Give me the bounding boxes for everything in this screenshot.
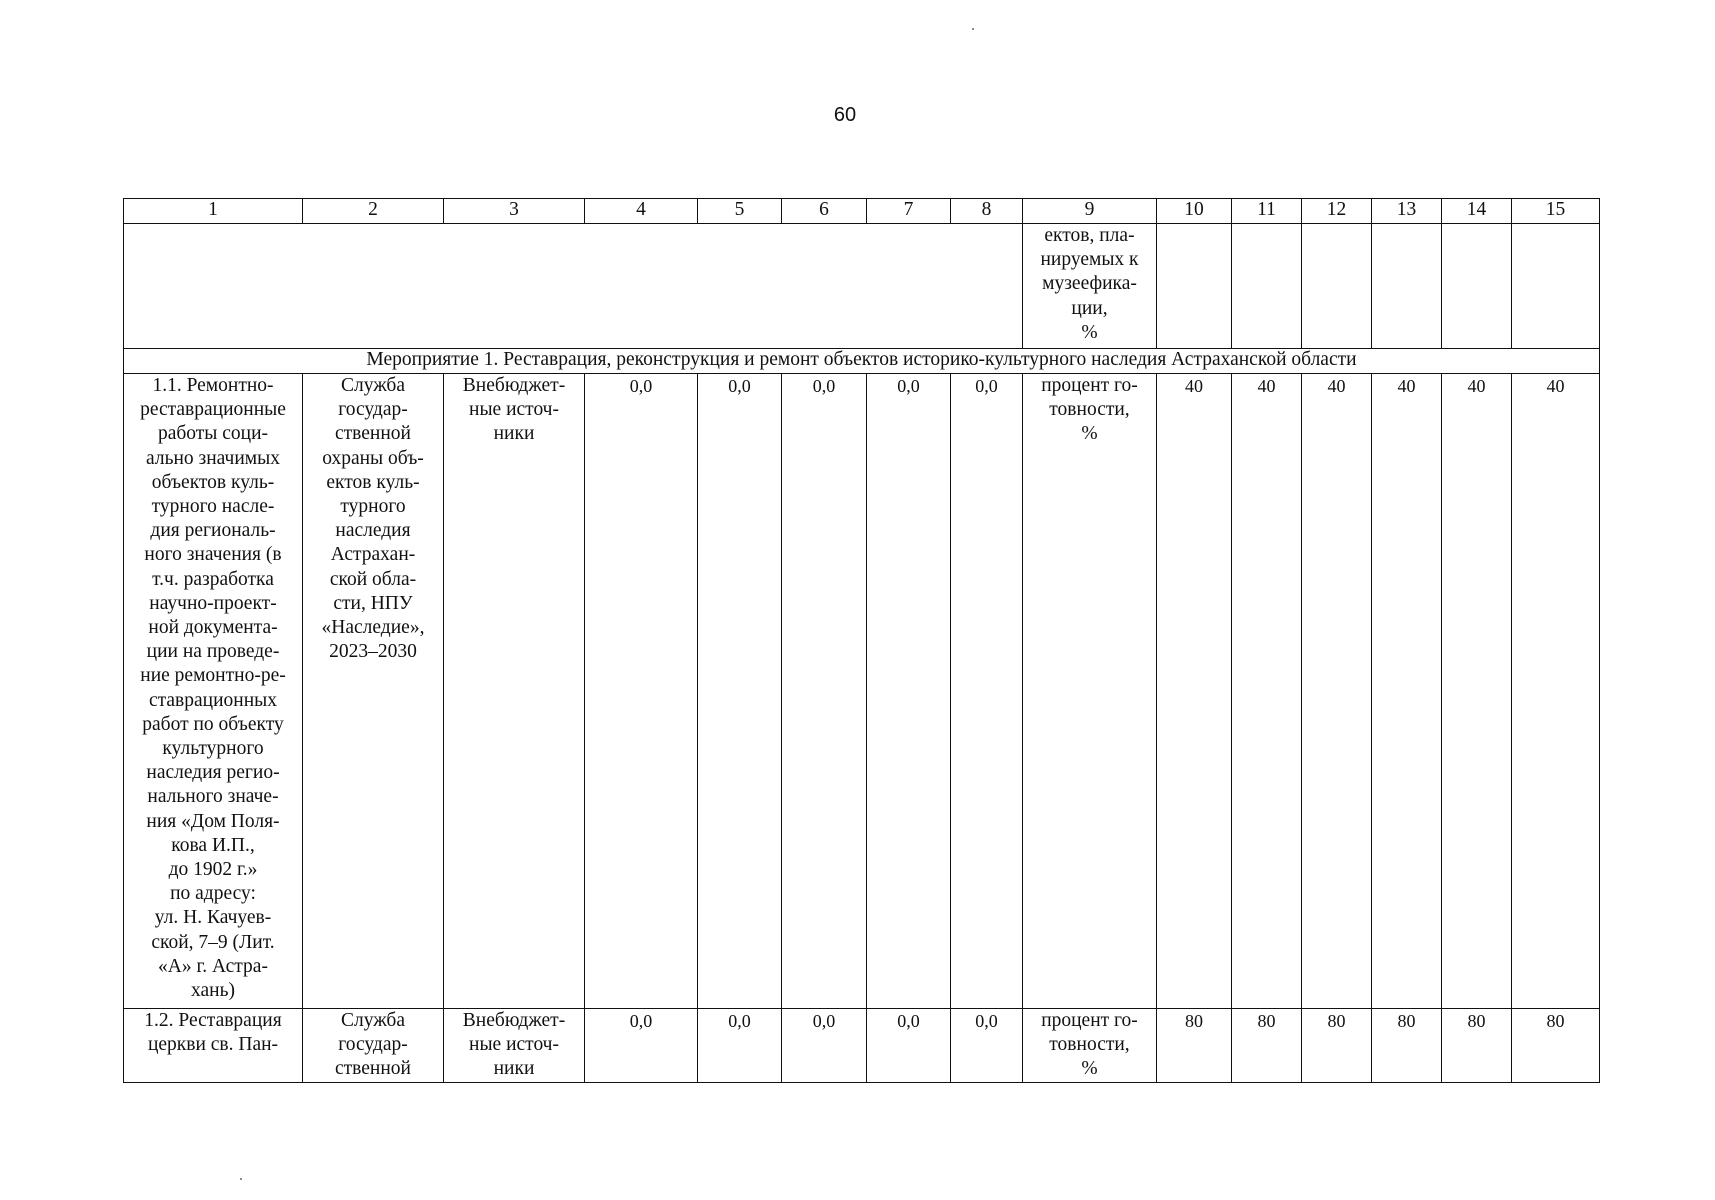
indicator-value-cell: 40 [1157,374,1232,1009]
amount-cell: 0,0 [698,1009,782,1083]
indicator-cell [1023,1009,1157,1083]
indicator-value-cell: 80 [1372,1009,1442,1083]
empty-cell [1302,224,1372,349]
funding-source: Внебюджет- ные источ- ники [462,1010,566,1080]
executor: Служба государ- ственной [335,1010,411,1080]
column-number: 11 [1232,199,1302,224]
table-row [124,1009,1600,1083]
amount-cell: 0,0 [782,374,867,1009]
funding-source-cell [444,1009,585,1083]
indicator-cell [1023,374,1157,1009]
column-number: 12 [1302,199,1372,224]
indicator-value-cell: 40 [1372,374,1442,1009]
indicator-value-cell: 40 [1442,374,1512,1009]
empty-cell [1157,224,1232,349]
amount-cell: 0,0 [585,374,698,1009]
amount-cell: 0,0 [951,1009,1023,1083]
indicator-value-cell: 80 [1232,1009,1302,1083]
indicator-value-cell: 80 [1512,1009,1600,1083]
scan-speck [240,1178,242,1180]
column-number-row [124,199,1600,224]
empty-cell [1372,224,1442,349]
continuation-indicator-cell [1023,224,1157,349]
indicator-text: ектов, пла- нируемых к музеефика- ции, % [1040,225,1139,343]
column-number: 10 [1157,199,1232,224]
indicator-value-cell: 80 [1157,1009,1232,1083]
executor-cell [303,1009,444,1083]
indicator-name: процент го- товности, % [1041,375,1138,445]
column-number: 13 [1372,199,1442,224]
executor: Служба государ- ственной охраны объ- ектов куль- турного наследия Астрахан- ской обла- сти, НПУ «Наследие», 2023–2030 [321,375,425,663]
empty-cell [1512,224,1600,349]
column-number: 14 [1442,199,1512,224]
measure-name-cell [124,374,303,1009]
amount-cell: 0,0 [782,1009,867,1083]
funding-source-cell [444,374,585,1009]
amount-cell: 0,0 [867,374,951,1009]
empty-cell [1442,224,1512,349]
indicator-value-cell: 80 [1302,1009,1372,1083]
table-row [124,374,1600,1009]
scan-speck [972,28,974,30]
amount-cell: 0,0 [585,1009,698,1083]
indicator-value-cell: 40 [1232,374,1302,1009]
amount-cell: 0,0 [698,374,782,1009]
amount-cell: 0,0 [951,374,1023,1009]
section-title: Мероприятие 1. Реставрация, реконструкция и ремонт объектов историко-культурного наследия Астраханской области [124,349,1600,374]
measure-name: 1.2. Реставрация церкви св. Пан- [144,1010,282,1056]
executor-cell [303,374,444,1009]
indicator-value-cell: 80 [1442,1009,1512,1083]
measure-name-cell [124,1009,303,1083]
column-number: 9 [1023,199,1157,224]
page-number: 60 [833,104,857,126]
program-measures-table [123,198,1600,1083]
indicator-value-cell: 40 [1302,374,1372,1009]
column-number: 8 [951,199,1023,224]
funding-source: Внебюджет- ные источ- ники [462,375,566,445]
column-number: 1 [124,199,303,224]
continuation-empty-cell [124,224,1023,349]
continuation-row [124,224,1600,349]
column-number: 3 [444,199,585,224]
section-header-row [124,349,1600,374]
column-number: 4 [585,199,698,224]
amount-cell: 0,0 [867,1009,951,1083]
indicator-name: процент го- товности, % [1041,1010,1138,1080]
measure-name: 1.1. Ремонтно- реставрационные работы соци- ально значимых объектов куль- турного насле- дия региональ- ного значения (в т.ч. разработка научно-проект- ной документа- ции на проведе- ние ремонтно-ре- ставрационных работ по объекту культурного наследия регио- нального значе- ния «Дом Поля- кова И.П., до 1902 г.» по адресу: ул. Н. Качуев- ской, 7–9 (Лит. «А» г. Астра- хань) [140,375,286,1002]
column-number: 6 [782,199,867,224]
column-number: 15 [1512,199,1600,224]
column-number: 2 [303,199,444,224]
column-number: 5 [698,199,782,224]
indicator-value-cell: 40 [1512,374,1600,1009]
column-number: 7 [867,199,951,224]
empty-cell [1232,224,1302,349]
